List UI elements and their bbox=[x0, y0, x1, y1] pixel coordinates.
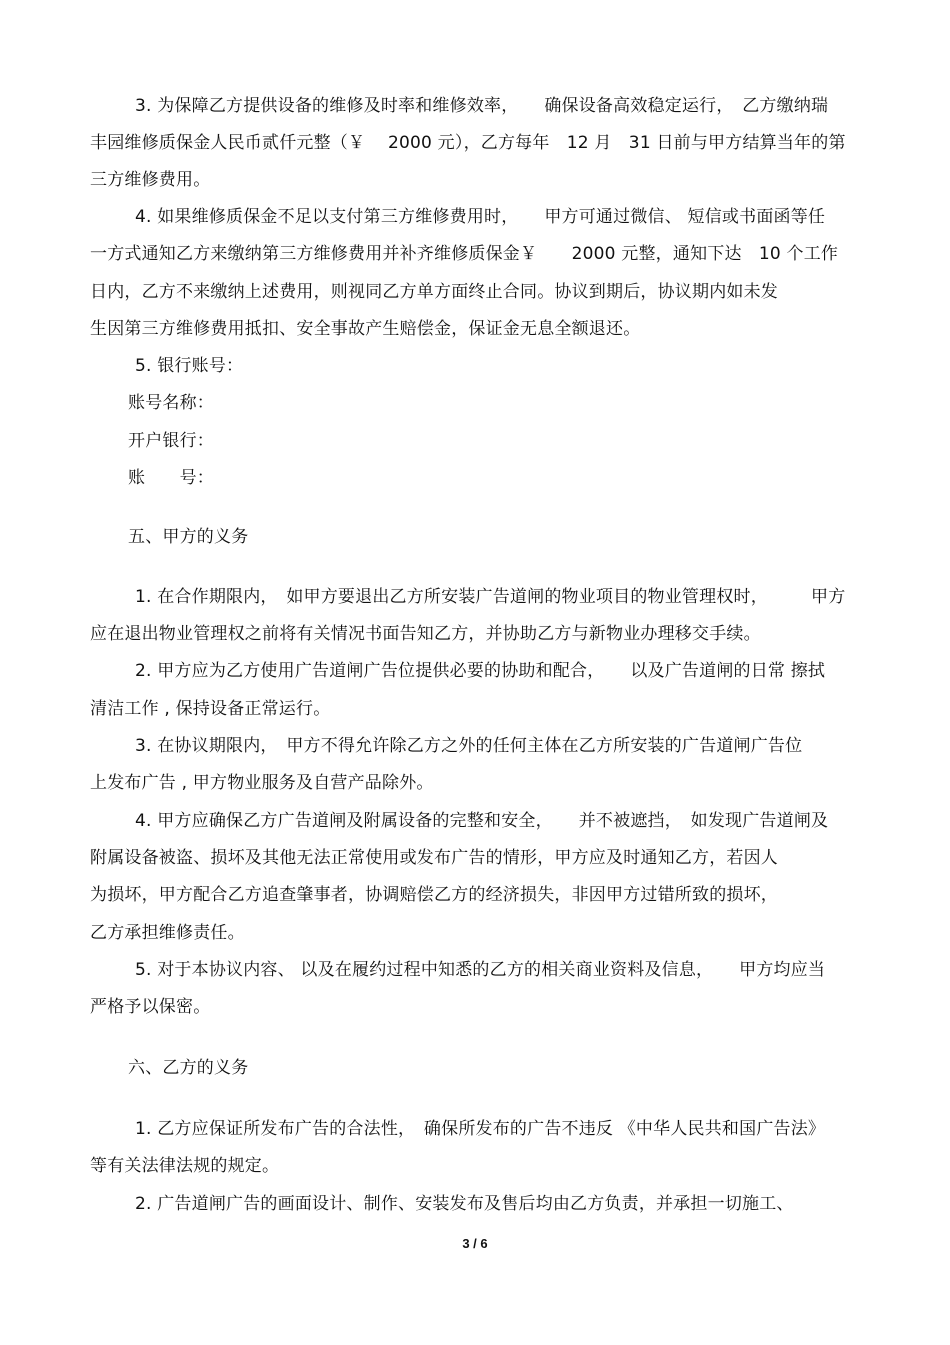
account-name-label: 账号名称： bbox=[128, 393, 214, 413]
s5-p2-line-2: 清洁工作 , 保持设备正常运行。 bbox=[90, 699, 331, 719]
s5-p5-line-1: 5. 对于本协议内容、 以及在履约过程中知悉的乙方的相关商业资料及信息， 甲方均应当 bbox=[135, 960, 826, 980]
account-number-label: 账 号： bbox=[128, 468, 214, 488]
s6-p1-line-1: 1. 乙方应保证所发布广告的合法性， 确保所发布的广告不违反 《中华人民共和国广告法》 bbox=[135, 1119, 826, 1139]
s5-p4-line-2: 附属设备被盗、损坏及其他无法正常使用或发布广告的情形，甲方应及时通知乙方，若因人 bbox=[90, 848, 778, 868]
s5-p4-line-4: 乙方承担维修责任。 bbox=[90, 923, 245, 943]
page-number: 3 / 6 bbox=[462, 1236, 488, 1251]
s5-p1-line-1: 1. 在合作期限内， 如甲方要退出乙方所安装广告道闸的物业项目的物业管理权时， 甲方 bbox=[135, 587, 846, 607]
s4-p4-line-3: 日内，乙方不来缴纳上述费用，则视同乙方单方面终止合同。协议到期后，协议期内如未发 bbox=[90, 282, 778, 302]
s5-p3-line-1: 3. 在协议期限内， 甲方不得允许除乙方之外的任何主体在乙方所安装的广告道闸广告位 bbox=[135, 736, 803, 756]
s5-p3-line-2: 上发布广告 , 甲方物业服务及自营产品除外。 bbox=[90, 773, 434, 793]
s4-p4-line-4: 生因第三方维修费用抵扣、安全事故产生赔偿金，保证金无息全额退还。 bbox=[90, 319, 641, 339]
bank-label: 开户银行： bbox=[128, 431, 214, 451]
s5-p1-line-2: 应在退出物业管理权之前将有关情况书面告知乙方，并协助乙方与新物业办理移交手续。 bbox=[90, 624, 761, 644]
s6-p2-line-1: 2. 广告道闸广告的画面设计、制作、安装发布及售后均由乙方负责，并承担一切施工、 bbox=[135, 1194, 794, 1214]
s4-p3-line-2: 丰园维修质保金人民币贰仟元整（￥ 2000 元），乙方每年 12 月 31 日前与甲方结算当年的第 bbox=[90, 133, 846, 153]
bank-account-title: 5. 银行账号： bbox=[135, 356, 244, 376]
s4-p4-line-2: 一方式通知乙方来缴纳第三方维修费用并补齐维修质保金￥ 2000 元整，通知下达 10 个工作 bbox=[90, 244, 839, 264]
s4-p4-line-1: 4. 如果维修质保金不足以支付第三方维修费用时， 甲方可通过微信、 短信或书面函等任 bbox=[135, 207, 826, 227]
s4-p3-line-3: 三方维修费用。 bbox=[90, 170, 211, 190]
s5-p4-line-3: 为损坏，甲方配合乙方追查肇事者，协调赔偿乙方的经济损失，非因甲方过错所致的损坏， bbox=[90, 885, 778, 905]
s5-p5-line-2: 严格予以保密。 bbox=[90, 997, 211, 1017]
s6-p1-line-2: 等有关法律法规的规定。 bbox=[90, 1156, 280, 1176]
section-6-heading: 六、乙方的义务 bbox=[128, 1058, 249, 1078]
s5-p4-line-1: 4. 甲方应确保乙方广告道闸及附属设备的完整和安全， 并不被遮挡， 如发现广告道闸及 bbox=[135, 811, 829, 831]
section-5-heading: 五、甲方的义务 bbox=[128, 527, 249, 547]
s5-p2-line-1: 2. 甲方应为乙方使用广告道闸广告位提供必要的协助和配合， 以及广告道闸的日常 擦拭 bbox=[135, 661, 826, 681]
s4-p3-line-1: 3. 为保障乙方提供设备的维修及时率和维修效率， 确保设备高效稳定运行， 乙方缴纳瑞 bbox=[135, 96, 829, 116]
